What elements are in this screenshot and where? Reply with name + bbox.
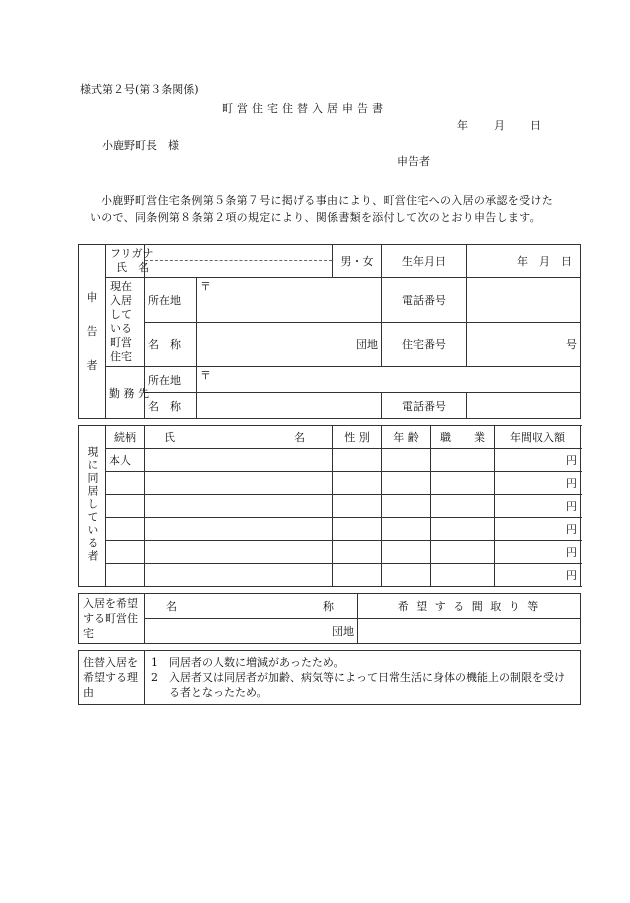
desired-name-h2: 称 bbox=[323, 600, 335, 613]
member-age-cell[interactable] bbox=[382, 472, 431, 495]
intro-paragraph: 小鹿野町営住宅条例第５条第７号に掲げる事由により、町営住宅への入居の承認を受けたいので、同条例第８条第２項の規定により、関係書類を添付して次のとおり申告します。 bbox=[90, 194, 553, 224]
desired-name-h1: 名 bbox=[166, 600, 177, 613]
furigana-name-label bbox=[106, 245, 154, 278]
room-number-field[interactable]: 号 bbox=[467, 322, 581, 367]
relation-cell[interactable] bbox=[106, 495, 145, 518]
applicant-char-2: 告 bbox=[86, 324, 98, 338]
member-name-cell[interactable] bbox=[145, 541, 333, 564]
workplace-label: 勤 務 先 bbox=[106, 367, 145, 419]
housing-name-label: 名 称 bbox=[145, 322, 197, 367]
work-address-label: 所在地 bbox=[145, 367, 197, 393]
room-number-label: 住宅番号 bbox=[382, 322, 467, 367]
desired-name-field[interactable]: 団地 bbox=[145, 619, 358, 644]
household-section-label bbox=[79, 426, 106, 587]
postal-mark: 〒 bbox=[200, 280, 211, 293]
work-phone-label: 電話番号 bbox=[382, 393, 467, 419]
applicant-char-1: 申 bbox=[86, 290, 98, 304]
birth-label: 生年月日 bbox=[382, 245, 467, 278]
member-name-cell[interactable] bbox=[145, 518, 333, 541]
member-occupation-cell[interactable] bbox=[431, 564, 495, 587]
table-row bbox=[79, 518, 581, 541]
furigana-label: フリガナ bbox=[110, 247, 154, 260]
work-address-field[interactable] bbox=[197, 367, 581, 393]
housing-name-field[interactable]: 団地 bbox=[197, 322, 382, 367]
member-occupation-cell[interactable] bbox=[431, 541, 495, 564]
member-gender-cell[interactable] bbox=[333, 472, 382, 495]
name-label: 氏 名 bbox=[116, 261, 149, 274]
relation-cell: 本人 bbox=[106, 449, 145, 472]
applicant-section-label bbox=[79, 245, 106, 419]
table-row bbox=[79, 472, 581, 495]
member-age-cell[interactable] bbox=[382, 495, 431, 518]
reason-text-1: 同居者の人数に増減があったため。 bbox=[169, 656, 345, 669]
phone-label: 電話番号 bbox=[382, 278, 467, 323]
work-name-field[interactable] bbox=[197, 393, 382, 419]
date-month: 月 bbox=[494, 119, 505, 132]
member-occupation-cell[interactable] bbox=[431, 518, 495, 541]
name-header-2: 名 bbox=[294, 431, 306, 444]
income-header: 年間収入額 bbox=[495, 426, 581, 449]
reason-list bbox=[145, 651, 581, 705]
member-gender-cell[interactable] bbox=[333, 564, 382, 587]
reason-num-2: 2 bbox=[151, 671, 158, 684]
member-name-cell[interactable] bbox=[145, 449, 333, 472]
applicant-char-3: 者 bbox=[86, 358, 98, 372]
work-postal-mark: 〒 bbox=[200, 369, 211, 382]
member-income-cell[interactable]: 円 bbox=[495, 495, 581, 518]
birth-field[interactable]: 年 月 日 bbox=[467, 245, 581, 278]
member-gender-cell[interactable] bbox=[333, 449, 382, 472]
name-header-1: 氏 bbox=[164, 431, 175, 444]
member-income-cell[interactable]: 円 bbox=[495, 541, 581, 564]
current-housing-label: 現在入居している町営住宅 bbox=[106, 278, 145, 367]
table-row bbox=[79, 495, 581, 518]
relation-header: 続柄 bbox=[106, 426, 145, 449]
address-field[interactable] bbox=[197, 278, 382, 323]
table-row bbox=[79, 449, 581, 472]
household-label-text: 現に同居している者 bbox=[86, 446, 99, 563]
work-phone-field[interactable] bbox=[467, 393, 581, 419]
name-header bbox=[145, 426, 333, 449]
member-occupation-cell[interactable] bbox=[431, 472, 495, 495]
member-income-cell[interactable]: 円 bbox=[495, 472, 581, 495]
member-name-cell[interactable] bbox=[145, 495, 333, 518]
desired-layout-header: 希 望 す る 間 取 り 等 bbox=[358, 594, 581, 619]
member-age-cell[interactable] bbox=[382, 564, 431, 587]
occupation-header-2: 業 bbox=[474, 431, 486, 444]
applicant-label: 申告者 bbox=[397, 155, 430, 168]
address-label: 所在地 bbox=[145, 278, 197, 323]
member-income-cell[interactable]: 円 bbox=[495, 449, 581, 472]
relation-cell[interactable] bbox=[106, 541, 145, 564]
member-age-cell[interactable] bbox=[382, 449, 431, 472]
document-title: 町営住宅住替入居申告書 bbox=[222, 102, 387, 115]
form-number: 様式第２号(第３条関係) bbox=[80, 83, 199, 96]
age-header: 年 齢 bbox=[382, 426, 431, 449]
table-row bbox=[79, 564, 581, 587]
member-gender-cell[interactable] bbox=[333, 518, 382, 541]
work-name-label: 名 称 bbox=[145, 393, 197, 419]
relation-cell[interactable] bbox=[106, 472, 145, 495]
desired-name-header bbox=[145, 594, 358, 619]
name-field[interactable] bbox=[145, 245, 333, 278]
addressee: 小鹿野町長 様 bbox=[102, 139, 179, 152]
date-day: 日 bbox=[530, 119, 541, 132]
relation-cell[interactable] bbox=[106, 564, 145, 587]
member-gender-cell[interactable] bbox=[333, 541, 382, 564]
date-year: 年 bbox=[457, 119, 468, 132]
reason-item-2[interactable] bbox=[151, 670, 574, 700]
reason-item-1[interactable] bbox=[151, 655, 574, 670]
relation-cell[interactable] bbox=[106, 518, 145, 541]
desired-layout-field[interactable] bbox=[358, 619, 581, 644]
member-income-cell[interactable]: 円 bbox=[495, 564, 581, 587]
occupation-header-1: 職 bbox=[440, 431, 452, 444]
reason-label: 住替入居を希望する理由 bbox=[79, 651, 145, 705]
member-occupation-cell[interactable] bbox=[431, 495, 495, 518]
member-occupation-cell[interactable] bbox=[431, 449, 495, 472]
member-income-cell[interactable]: 円 bbox=[495, 518, 581, 541]
reason-num-1: 1 bbox=[151, 656, 158, 669]
application-form bbox=[78, 244, 581, 705]
member-age-cell[interactable] bbox=[382, 541, 431, 564]
member-age-cell[interactable] bbox=[382, 518, 431, 541]
reason-text-2: 入居者又は同居者が加齢、病気等によって日常生活に身体の機能上の制限を受ける者となったため。 bbox=[169, 671, 565, 699]
member-gender-cell[interactable] bbox=[333, 495, 382, 518]
member-name-cell[interactable] bbox=[145, 472, 333, 495]
phone-field[interactable] bbox=[467, 278, 581, 323]
occupation-header bbox=[431, 426, 495, 449]
gender-field[interactable]: 男・女 bbox=[333, 245, 382, 278]
desired-housing-label: 入居を希望する町営住宅 bbox=[79, 594, 145, 644]
member-name-cell[interactable] bbox=[145, 564, 333, 587]
table-row bbox=[79, 541, 581, 564]
gender-header: 性 別 bbox=[333, 426, 382, 449]
